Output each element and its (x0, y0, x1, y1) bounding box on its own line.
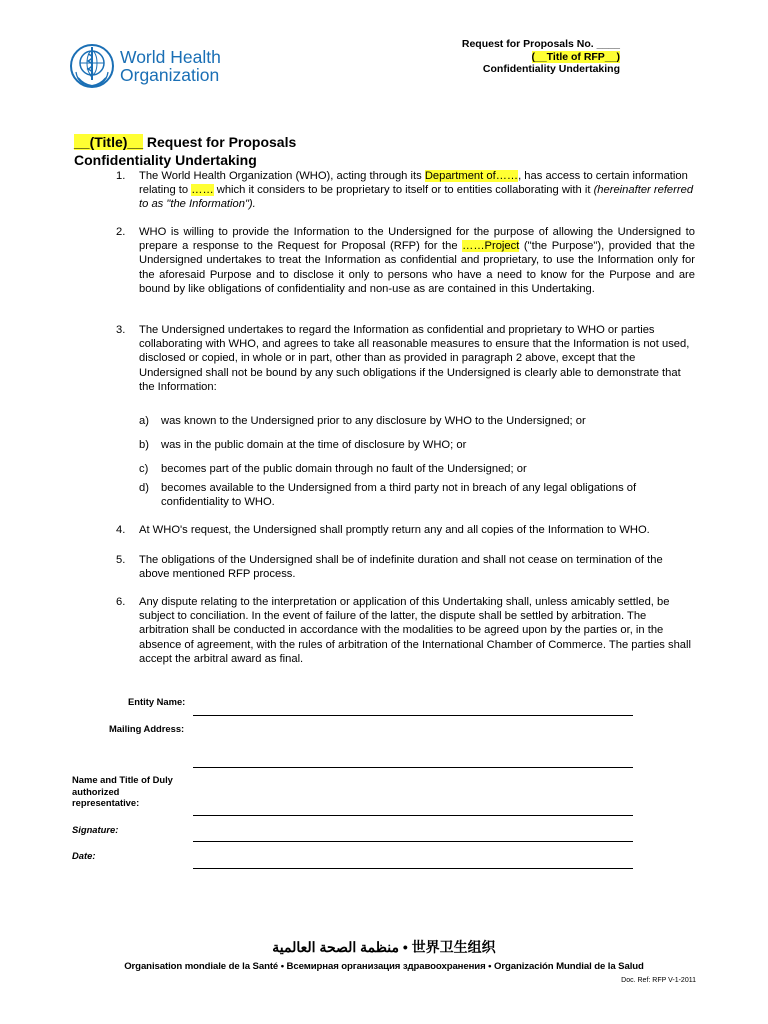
paragraph-number: 4. (116, 524, 126, 536)
paragraph-4 (116, 523, 695, 537)
footer-languages: Organisation mondiale de la Santé • Всемирная организация здравоохранения • Organización Mundial de la Salud (124, 961, 644, 972)
paragraph-5 (116, 553, 695, 581)
mailing-address-label: Mailing Address: (109, 723, 185, 734)
paragraph-number: 2. (116, 226, 126, 238)
title-placeholder: __(Title)__ (74, 134, 143, 150)
header-rfp-number: Request for Proposals No. ____ (461, 38, 620, 50)
who-logo (68, 42, 228, 92)
date-field[interactable] (193, 868, 633, 869)
representative-label: Name and Title of Duly authorized representative: (72, 774, 173, 808)
signature-label: Signature: (72, 824, 119, 835)
paragraph-number: 5. (116, 554, 126, 566)
logo-line1: World Health (120, 47, 221, 67)
title-text: Request for Proposals (143, 134, 297, 150)
paragraph-text: Any dispute relating to the interpretation or application of this Undertaking shall, unless amicably settled, be subject to conciliation. In the event of failure of the latter, the dispute shall be settled by arbitration. The arbitration shall be conducted in accordance with the modalities to be agreed upon by the parties or, in the absence of agreement, with the rules of arbitration of the International Chamber of Commerce. The parties shall accept the arbitral award as final. (139, 596, 692, 665)
list-item: d) becomes available to the Undersigned from a third party not in breach of any legal obligations of confidentiality to WHO. (139, 482, 637, 509)
header-rfp-title: (__Title of RFP__) (531, 50, 620, 63)
department-placeholder: Department of…… (424, 170, 519, 182)
paragraph-2 (116, 225, 695, 296)
date-label: Date: (72, 850, 96, 861)
paragraph-text: The Undersigned undertakes to regard the Information as confidential and proprietary to WHO or parties collaborating with WHO, and agrees to take all reasonable measures to ensure that the Information is not used, disclosed or copied, in whole or in part, other than as provided in paragraph 2 above, except that the Undersigned shall not be bound by any such obligations if the Undersigned is clearly able to demonstrate that the Information: (139, 324, 690, 393)
header-subtitle: Confidentiality Undertaking (482, 63, 620, 75)
information-placeholder: …… (191, 184, 214, 197)
list-item: c) becomes part of the public domain through no fault of the Undersigned; or (139, 463, 527, 475)
paragraph-3 (116, 323, 695, 394)
paragraph-text: The World Health Organization (WHO), acting through its Department of……, has access to certain information relating to …… which it considers to be proprietary to itself or to entities collaborating with it (hereinafter referred to as "the Information"). (139, 170, 694, 211)
paragraph-number: 3. (116, 324, 126, 336)
page-title (74, 134, 296, 150)
paragraph-text: At WHO's request, the Undersigned shall promptly return any and all copies of the Information to WHO. (139, 524, 650, 536)
logo-line2: Organization (120, 65, 220, 85)
who-emblem-icon (68, 42, 116, 90)
paragraph-1 (116, 169, 695, 212)
footer-arabic-chinese: منظمة الصحة العالمية • 世界卫生组织 (272, 939, 496, 955)
list-item: b) was in the public domain at the time of disclosure by WHO; or (139, 439, 467, 451)
entity-name-label: Entity Name: (128, 696, 186, 707)
who-logo-text (120, 48, 221, 84)
signature-field[interactable] (193, 841, 633, 842)
representative-field[interactable] (193, 815, 633, 816)
paragraph-text: WHO is willing to provide the Information to the Undersigned for the purpose of allowing the Undersigned to prepare a response to the Request for Proposal (RFP) for the ……Project ("the Purpose"), provided that the Undersigned undertakes to treat the Information as confidential and proprietary, to use the Information only for the aforesaid Purpose and to disclose it only to persons who have a need to know for the Purpose and are bound by like obligations of confidentiality and non-use as are contained in this Undertaking. (139, 226, 695, 295)
mailing-address-field[interactable] (193, 767, 633, 768)
entity-name-field[interactable] (193, 715, 633, 716)
paragraph-6 (116, 595, 695, 666)
paragraph-text: The obligations of the Undersigned shall be of indefinite duration and shall not cease on termination of the above mentioned RFP process. (139, 554, 663, 581)
paragraph-number: 6. (116, 596, 126, 608)
project-placeholder: ……Project (462, 240, 520, 253)
paragraph-number: 1. (116, 170, 126, 182)
page-subtitle: Confidentiality Undertaking (74, 152, 257, 168)
document-header (462, 38, 620, 76)
document-reference: Doc. Ref: RFP V-1-2011 (621, 977, 696, 984)
list-item: a) was known to the Undersigned prior to any disclosure by WHO to the Undersigned; or (139, 415, 586, 427)
